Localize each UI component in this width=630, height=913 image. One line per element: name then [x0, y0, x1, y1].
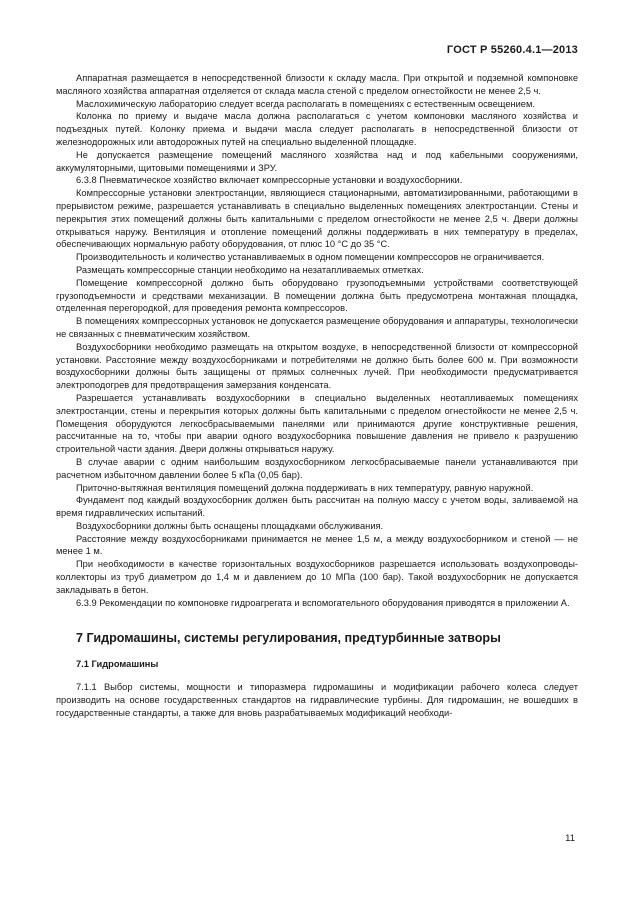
- paragraph-air-receivers-indoor: Разрешается устанавливать воздухосборники в специально выделенных неотапливаемых помещениях электростанции, стены и перекрытия которых должны быть капитальными с пределом огнестойкости не менее 2,5 ч. Помещения оборудуются легкосбрасываемыми панелями или принимаются другие конструктивные решения, рассчитанные на то, чтобы при аварии одного воздухосборника повышение давления не привело к разрушению строительной части здания. Двери должны открываться наружу.: [56, 392, 578, 455]
- paragraph-air-receivers-outdoor: Воздухосборники необходимо размещать на открытом воздухе, в непосредственной близости от компрессорной установки. Расстояние между воздухосборниками и потребителями не должно быть более 600 м. При возможности воздухосборники должны быть защищены от прямых солнечных лучей. При необходимости предусматривается электроподогрев для предотвращения замерзания конденсата.: [56, 341, 578, 391]
- paragraph-platforms: Воздухосборники должны быть оснащены площадками обслуживания.: [76, 520, 384, 531]
- page-number: 11: [565, 833, 575, 844]
- paragraph-distances: Расстояние между воздухосборниками принимается не менее 1,5 м, а между воздухосборником и стеной — не менее 1 м.: [56, 533, 578, 557]
- standard-code: ГОСТ Р 55260.4.1—2013: [446, 44, 578, 56]
- paragraph-laboratory: Маслохимическую лабораторию следует всегда располагать в помещениях с естественным освещением.: [76, 98, 535, 109]
- paragraph-compressor-equipment: В помещениях компрессорных установок не допускается размещение оборудования и аппаратуры, технологически не связанных с пневматическим хозяйством.: [56, 316, 578, 339]
- section-7-heading: 7 Гидромашины, системы регулирования, предтурбинные затворы: [76, 631, 501, 646]
- paragraph-accident-panels: В случае аварии с одним наибольшим воздухосборником легкосбрасываемые панели устанавливаются при расчетном избыточном давлении более 5 кПа (0,05 бар).: [56, 456, 578, 480]
- paragraph-ventilation: Приточно-вытяжная вентиляция помещений должна поддерживать в них температуру, равную наружной.: [76, 482, 534, 493]
- paragraph-compressor-elevation: Размещать компрессорные станции необходимо на незатапливаемых отметках.: [76, 264, 424, 275]
- paragraph-placement-prohibition: Не допускается размещение помещений масляного хозяйства над и под кабельными сооружениями, аккумуляторными, щитовыми помещениями и ЗРУ.: [56, 149, 578, 173]
- paragraph-compressor-units: Компрессорные установки электростанции, являющиеся стационарными, автоматизированными, работающими в прерывистом режиме, разрешается устанавливать в специально выделенных помещениях электростанции. Стены и перекрытия этих помещений должны быть капитальными с пределом огнестойкости не менее 2,5 ч. Двери должны открываться наружу. Вентиляция и отопление помещений должны поддерживать в них температуру в пределах, обеспечивающих нормальную работу оборудования, от плюс 10 °C до 35 °C.: [56, 188, 578, 250]
- clause-7-1-1: 7.1.1 Выбор системы, мощности и типоразмера гидромашины и модификации рабочего колеса следует производить на основе государственных стандартов на гидравлические турбины. Для гидромашин, не вошедших в государственные стандарты, а также для вновь разрабатываемых модификаций необходи-: [56, 682, 578, 719]
- clause-6-3-8: 6.3.8 Пневматическое хозяйство включает компрессорные установки и воздухосборники.: [76, 175, 463, 186]
- paragraph-foundation: Фундамент под каждый воздухосборник должен быть рассчитан на полную массу с учетом воды, заливаемой на время гидравлических испытаний.: [56, 495, 578, 519]
- subsection-7-1-heading: 7.1 Гидромашины: [76, 659, 159, 670]
- paragraph-horizontal-receivers: При необходимости в качестве горизонтальных воздухосборников разрешается использовать воздухопроводы-коллекторы из труб диаметром до 1,4 м и давлением до 10 МПа (100 бар). Такой воздухосборник не допускается закладывать в бетон.: [56, 559, 578, 595]
- paragraph-oil-column: Колонка по приему и выдаче масла должна располагаться с учетом компоновки масляного хозяйства и подъездных путей. Колонку приема и выдачи масла следует располагать в непосредственной близости от железнодорожных или автодорожных путей на специально выделенной площадке.: [56, 111, 578, 147]
- clause-6-3-9: 6.3.9 Рекомендации по компоновке гидроагрегата и вспомогательного оборудования приводятся в приложении А.: [76, 597, 570, 608]
- page-content: [56, 72, 578, 720]
- paragraph-apparatnaya: Аппаратная размещается в непосредственной близости к складу масла. При открытой и подземной компоновке масляного хозяйства аппаратная отделяется от склада масла стеной с пределом огнестойкости не менее 2,5 ч.: [56, 73, 578, 96]
- paragraph-compressor-room: Помещение компрессорной должно быть оборудовано грузоподъемными устройствами соответствующей грузоподъемности и средствами механизации. В помещении должна быть предусмотрена монтажная площадка, отделенная перегородкой, для проведения ремонта компрессоров.: [56, 277, 578, 314]
- paragraph-compressor-count: Производительность и количество устанавливаемых в одном помещении компрессоров не ограничивается.: [76, 252, 545, 263]
